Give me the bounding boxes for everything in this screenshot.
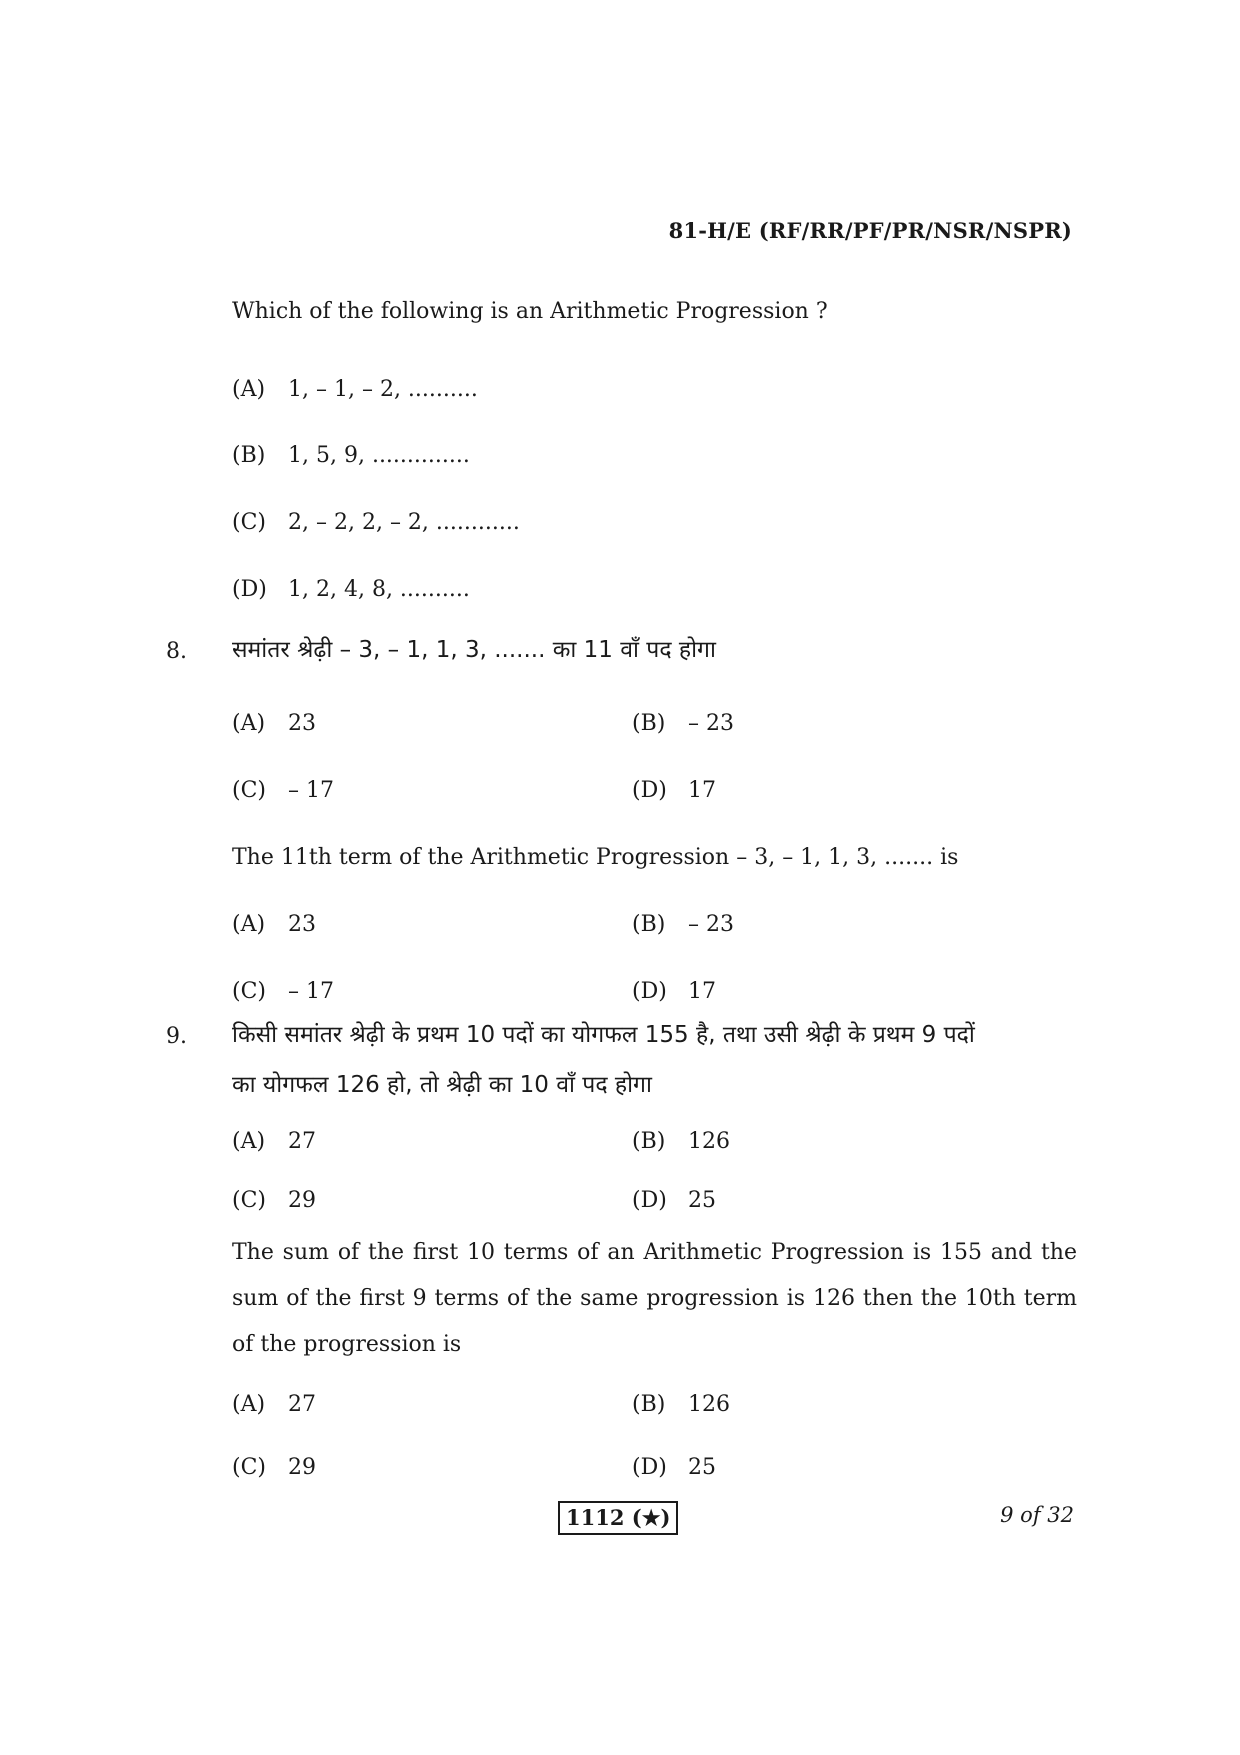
q8-hi-option-a [232,709,316,739]
option-text: 2, – 2, 2, – 2, ............ [288,510,520,535]
option-text: – 17 [288,778,334,803]
q9-hi-option-a [232,1127,316,1157]
option-label: (A) [232,1392,266,1417]
option-label: (C) [232,1188,266,1213]
option-text: 25 [688,1455,716,1480]
option-label: (A) [232,711,266,736]
option-label: (D) [632,778,667,803]
q9-question-hi-line1: किसी समांतर श्रेढ़ी के प्रथम 10 पदों का योगफल 155 है, तथा उसी श्रेढ़ी के प्रथम 9 पदों [232,1022,975,1048]
q9-hi-option-d [632,1186,716,1216]
q8-en-option-d [632,977,716,1007]
q8-en-option-a [232,910,316,940]
q8-en-option-c [232,977,334,1007]
q7-option-b [232,441,470,471]
option-text: 1, 2, 4, 8, .......... [288,577,470,602]
option-text: – 17 [288,979,334,1004]
q9-question-en: The sum of the first 10 terms of an Arithmetic Progression is 155 and the sum of the first 9 terms of the same progression is 126 then the 10th term of the progression is [232,1240,1077,1357]
option-text: 23 [288,912,316,937]
option-text: 25 [688,1188,716,1213]
option-label: (B) [632,1129,666,1154]
option-label: (D) [632,1188,667,1213]
option-text: 29 [288,1188,316,1213]
q9-en-option-a [232,1390,316,1420]
option-label: (B) [632,1392,666,1417]
option-label: (C) [232,510,266,535]
option-label: (C) [232,979,266,1004]
page-number: 9 of 32 [1000,1503,1074,1527]
q8-question-hi: समांतर श्रेढ़ी – 3, – 1, 1, 3, ....... का 11 वाँ पद होगा [232,637,716,663]
option-label: (B) [232,443,266,468]
q9-question-hi-line2: का योगफल 126 हो, तो श्रेढ़ी का 10 वाँ पद होगा [232,1072,652,1098]
q8-hi-option-b [632,709,734,739]
option-text: 1, – 1, – 2, .......... [288,377,478,402]
option-text: – 23 [688,912,734,937]
option-text: 23 [288,711,316,736]
q9-en-option-b [632,1390,730,1420]
option-text: 17 [688,778,716,803]
option-label: (A) [232,377,266,402]
option-label: (C) [232,1455,266,1480]
option-text: 126 [688,1129,730,1154]
option-text: 1, 5, 9, .............. [288,443,470,468]
q8-hi-option-d [632,776,716,806]
option-label: (A) [232,912,266,937]
option-text: 126 [688,1392,730,1417]
q9-hi-option-b [632,1127,730,1157]
q7-option-d [232,575,470,605]
q8-question-en: The 11th term of the Arithmetic Progression – 3, – 1, 1, 3, ....... is [232,845,959,870]
option-text: 17 [688,979,716,1004]
option-text: 27 [288,1129,316,1154]
q9-en-option-d [632,1453,716,1483]
option-text: – 23 [688,711,734,736]
q7-option-a [232,375,478,405]
q8-number: 8. [166,639,187,664]
q9-hi-option-c [232,1186,316,1216]
q7-question-en: Which of the following is an Arithmetic Progression ? [232,299,828,324]
option-label: (C) [232,778,266,803]
option-label: (B) [632,711,666,736]
option-label: (D) [632,1455,667,1480]
q8-hi-option-c [232,776,334,806]
page-code-header: 81-H/E (RF/RR/PF/PR/NSR/NSPR) [668,218,1072,243]
option-text: 29 [288,1455,316,1480]
option-label: (A) [232,1129,266,1154]
q9-en-option-c [232,1453,316,1483]
q7-option-c [232,508,520,538]
option-label: (D) [232,577,267,602]
q9-number: 9. [166,1024,187,1049]
option-label: (B) [632,912,666,937]
footer-code-box: 1112 (★) [558,1501,678,1535]
q8-en-option-b [632,910,734,940]
option-text: 27 [288,1392,316,1417]
option-label: (D) [632,979,667,1004]
